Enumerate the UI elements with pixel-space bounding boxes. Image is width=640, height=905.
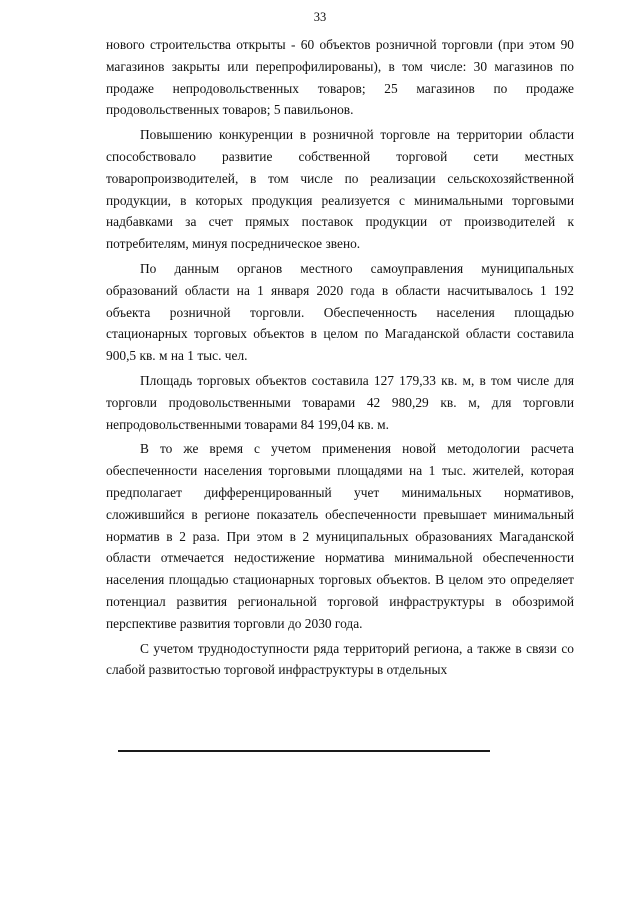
paragraph-methodology: В то же время с учетом применения новой методологии расчета обеспеченности населения торговыми площадями на 1 тыс. жителей, которая предполагает дифференцированный учет минимальных нормативов, сложившийся в регионе показатель обеспеченности превышает минимальный норматив в 2 раза. При этом в 2 муниципальных образованиях Магаданской области отмечается недостижение норматива минимальной обеспеченности населения площадью стационарных торговых объектов. В целом это определяет потенциал развития региональной торговой инфраструктуры в обозримой перспективе развития торговли до 2030 года. xyxy=(106,441,574,631)
paragraph-remote-territories: С учетом труднодоступности ряда территорий региона, а также в связи со слабой развитостью торговой инфраструктуры в отдельных xyxy=(106,640,574,678)
paragraph-trade-area: Площадь торговых объектов составила 127 179,33 кв. м, в том числе для торговли продовольственными товарами 42 980,29 кв. м, для торговли непродовольственными товарами 84 199,04 кв. м. xyxy=(106,372,574,432)
page-number: 33 xyxy=(313,10,327,24)
document-body xyxy=(106,34,574,681)
paragraph-competition: Повышению конкуренции в розничной торговле на территории области способствовало развитие собственной торговой сети местных товаропроизводителей, в том числе по реализации сельскохозяйственной продукции, в которых продукция реализуется с минимальными торговыми надбавками за счет прямых поставок продукции от производителей к потребителям, минуя посредническое звено. xyxy=(106,127,574,252)
footer-divider xyxy=(118,750,490,752)
paragraph-municipal-data: По данным органов местного самоуправления муниципальных образований области на 1 января 2020 года в области насчитывалось 1 192 объекта розничной торговли. Обеспеченность населения площадью стационарных торговых объектов в целом по Магаданской области составила 900,5 кв. м на 1 тыс. чел. xyxy=(106,260,574,364)
paragraph-continuation: нового строительства открыты - 60 объектов розничной торговли (при этом 90 магазинов закрыты или перепрофилированы), в том числе: 30 магазинов по продаже непродовольственных товаров; 25 магазинов по продаже продовольственных товаров; 5 павильонов. xyxy=(106,37,574,118)
